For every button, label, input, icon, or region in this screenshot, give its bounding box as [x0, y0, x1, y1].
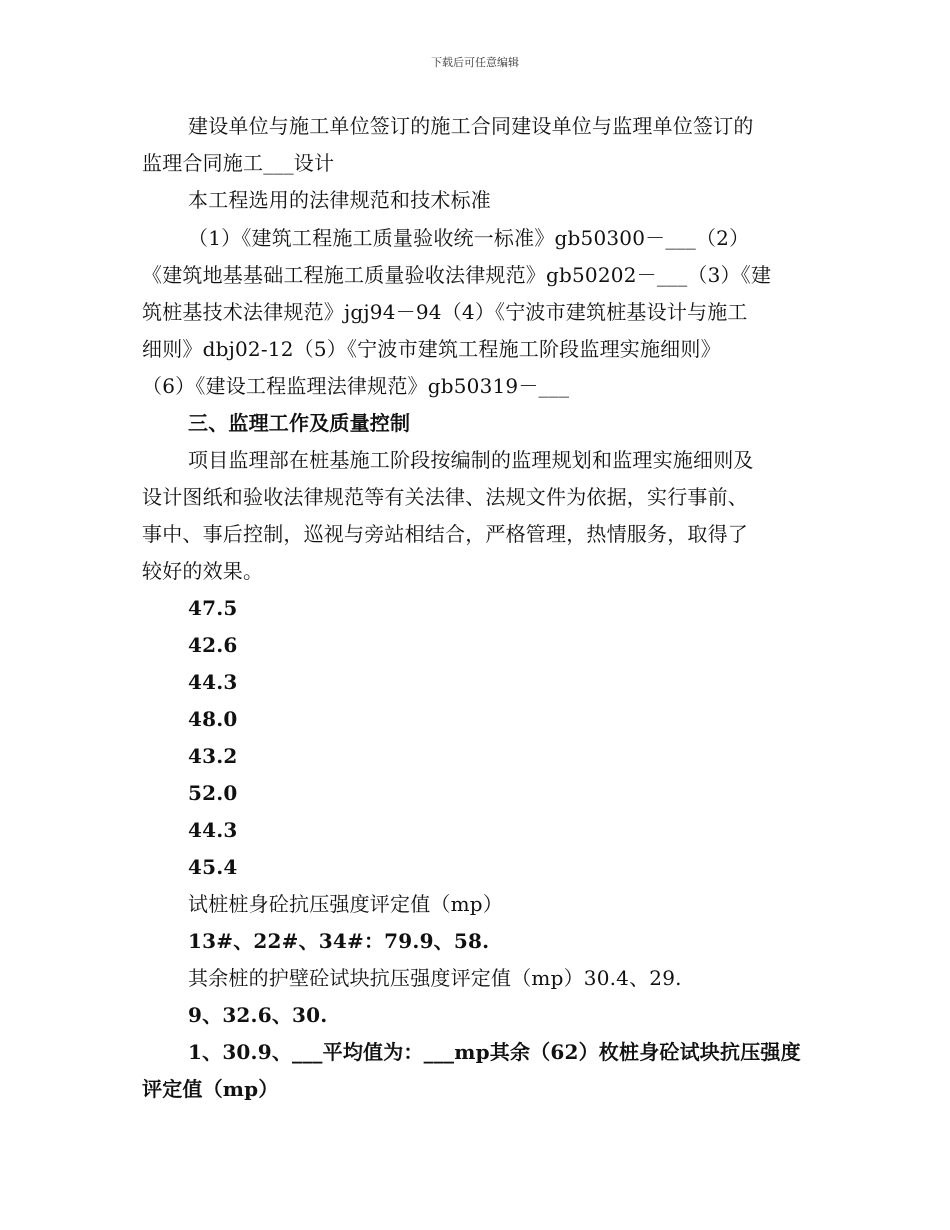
paragraph-line: 《建筑地基基础工程施工质量验收法律规范》gb50202－___（3）《建	[142, 263, 772, 287]
value-line: 13#、22#、34#：79.9、58.	[188, 929, 490, 953]
value-line: 52.0	[188, 781, 238, 805]
value-line: 44.3	[188, 818, 238, 842]
value-line: 44.3	[188, 670, 238, 694]
value-line: 45.4	[188, 855, 238, 879]
value-line: 9、32.6、30.	[188, 1003, 328, 1027]
paragraph-line: 1、30.9、___平均值为：___mp其余（62）枚桩身砼试块抗压强度	[188, 1040, 801, 1064]
paragraph-line: （6）《建设工程监理法律规范》gb50319－___	[142, 374, 570, 398]
paragraph-line: （1）《建筑工程施工质量验收统一标准》gb50300－___（2）	[188, 226, 750, 250]
paragraph-line: 事中、事后控制，巡视与旁站相结合，严格管理，热情服务，取得了	[142, 522, 748, 546]
paragraph-line: 监理合同施工___设计	[142, 151, 335, 175]
paragraph-line: 评定值（mp）	[142, 1077, 279, 1101]
paragraph-line: 建设单位与施工单位签订的施工合同建设单位与监理单位签订的	[188, 114, 754, 138]
value-line: 47.5	[188, 596, 238, 620]
paragraph-line: 其余桩的护壁砼试块抗压强度评定值（mp）30.4、29.	[188, 966, 682, 990]
value-line: 42.6	[188, 633, 238, 657]
paragraph-line: 试桩桩身砼抗压强度评定值（mp）	[188, 892, 503, 916]
value-line: 43.2	[188, 744, 238, 768]
section-heading: 三、监理工作及质量控制	[188, 411, 411, 435]
page-header: 下载后可任意编辑	[431, 56, 519, 69]
paragraph-line: 设计图纸和验收法律规范等有关法律、法规文件为依据，实行事前、	[142, 485, 748, 509]
paragraph-line: 细则》dbj02-12（5）《宁波市建筑工程施工阶段监理实施细则》	[142, 337, 721, 361]
paragraph-line: 项目监理部在桩基施工阶段按编制的监理规划和监理实施细则及	[188, 448, 754, 472]
paragraph-line: 筑桩基技术法律规范》jgj94－94（4）《宁波市建筑桩基设计与施工	[142, 300, 748, 324]
value-line: 48.0	[188, 707, 238, 731]
paragraph-line: 较好的效果。	[142, 559, 264, 583]
paragraph-line: 本工程选用的法律规范和技术标准	[188, 188, 491, 212]
